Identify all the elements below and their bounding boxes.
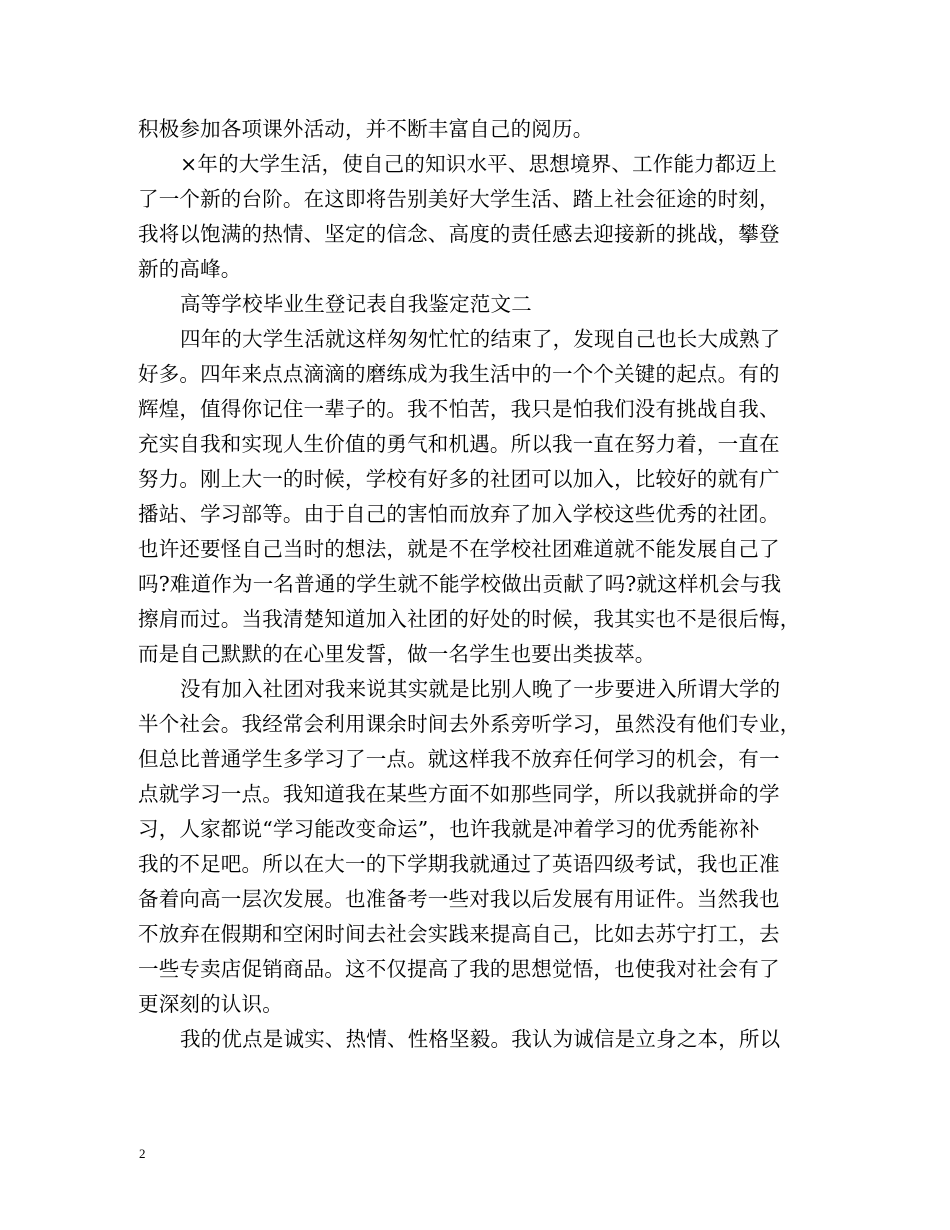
text-line: 播站、学习部等。由于自己的害怕而放弃了加入学校这些优秀的社团。 [138,502,780,526]
text-line: 习，人家都说“学习能改变命运”，也许我就是冲着学习的优秀能祢补 [138,817,760,841]
paragraph-1 [138,112,814,147]
text-line: 半个社会。我经常会利用课余时间去外系旁听学习，虽然没有他们专业， [138,712,801,736]
paragraph-5 [138,1022,814,1057]
paragraph-2 [138,147,814,287]
text-line: 也许还要怪自己当时的想法，就是不在学校社团难道就不能发展自己了 [138,537,780,561]
text-line: 我的不足吧。所以在大一的下学期我就通过了英语四级考试，我也正准 [138,852,780,876]
text-line: 不放弃在假期和空闲时间去社会实践来提高自己，比如去苏宁打工，去 [138,922,780,946]
text-line: 备着向高一层次发展。也准备考一些对我以后发展有用证件。当然我也 [138,887,780,911]
text-line: 没有加入社团对我来说其实就是比别人晚了一步要进入所谓大学的 [180,677,781,701]
text-line: ×年的大学生活，使自己的知识水平、思想境界、工作能力都迈上 [180,152,777,176]
text-line: 更深刻的认识。 [138,992,283,1016]
text-line: 努力。刚上大一的时候，学校有好多的社团可以加入，比较好的就有广 [138,467,780,491]
text-line: 四年的大学生活就这样匆匆忙忙的结束了，发现自己也长大成熟了 [180,327,781,351]
paragraph-4 [138,672,814,1022]
paragraph-3 [138,322,814,672]
heading-line: 高等学校毕业生登记表自我鉴定范文二 [180,292,532,316]
text-line: 但总比普通学生多学习了一点。就这样我不放弃任何学习的机会，有一 [138,747,780,771]
text-line: 辉煌，值得你记住一辈子的。我不怕苦，我只是怕我们没有挑战自我、 [138,397,780,421]
text-line: 点就学习一点。我知道我在某些方面不如那些同学，所以我就拼命的学 [138,782,780,806]
text-line: 新的高峰。 [138,257,242,281]
text-line: 吗?难道作为一名普通的学生就不能学校做出贡献了吗?就这样机会与我 [138,572,782,596]
text-line: 一些专卖店促销商品。这不仅提高了我的思想觉悟，也使我对社会有了 [138,957,780,981]
text-line: 我的优点是诚实、热情、性格坚毅。我认为诚信是立身之本，所以 [180,1027,781,1051]
page-body [138,112,814,1057]
text-line: 好多。四年来点点滴滴的磨练成为我生活中的一个个关键的起点。有的 [138,362,780,386]
page-number: 2 [139,1146,146,1161]
section-heading [138,287,814,322]
text-line: 擦肩而过。当我清楚知道加入社团的好处的时候，我其实也不是很后悔， [138,607,801,631]
text-line: 积极参加各项课外活动，并不断丰富自己的阅历。 [138,117,594,141]
text-line: 了一个新的台阶。在这即将告别美好大学生活、踏上社会征途的时刻， [138,187,780,211]
text-line: 而是自己默默的在心里发誓，做一名学生也要出类拔萃。 [138,642,656,666]
text-line: 充实自我和实现人生价值的勇气和机遇。所以我一直在努力着，一直在 [138,432,780,456]
text-line: 我将以饱满的热情、坚定的信念、高度的责任感去迎接新的挑战，攀登 [138,222,780,246]
